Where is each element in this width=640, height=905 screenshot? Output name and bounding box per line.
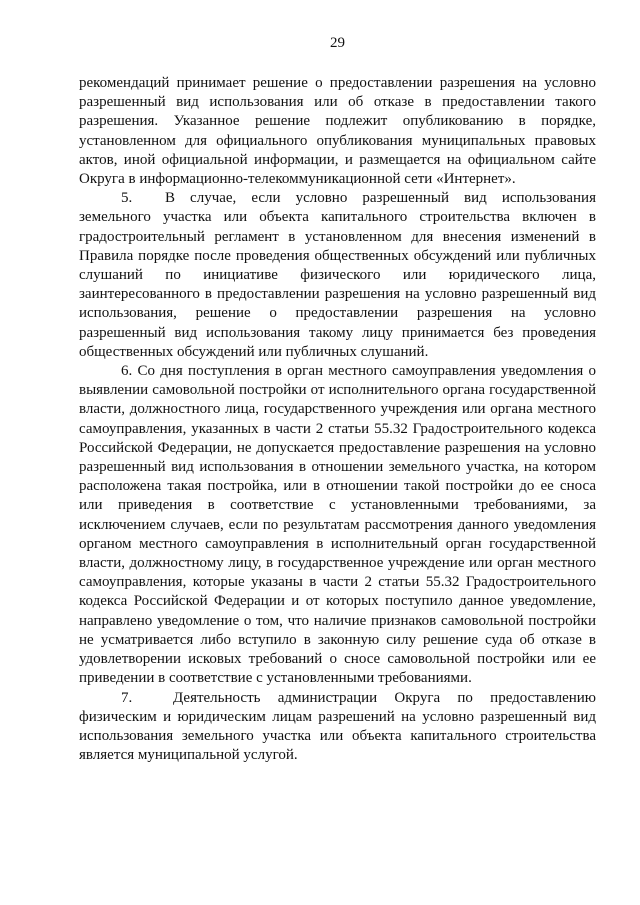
paragraph-number: 5. — [121, 190, 133, 207]
paragraph-number: 7. — [121, 689, 133, 706]
paragraph-text: Деятельность администрации Округа по предоставлению физическим и юридическим лицам разрешений на условно разрешенный вид использования земельного участка или объекта капитального строительства является муниципальной услугой. — [79, 689, 596, 764]
paragraph-7 — [79, 689, 596, 766]
paragraph-text: рекомендаций принимает решение о предоставлении разрешения на условно разрешенный вид использования или об отказе в предоставлении такого разрешения. Указанное решение подлежит опубликованию в порядке, установленном для официального опубликования муниципальных правовых актов, иной официальной информации, и размещается на официальном сайте Округа в информационно-телекоммуникационной сети «Интернет». — [79, 75, 596, 188]
document-page — [79, 34, 596, 765]
paragraph-text: 6. Со дня поступления в орган местного самоуправления уведомления о выявлении самовольной постройки от исполнительного органа государственной власти, должностного лица, государственного учреждения или органа местного самоуправления, указанных в части 2 статьи 55.32 Градостроительного кодекса Российской Федерации, не допускается предоставление разрешения на условно разрешенный вид использования в отношении земельного участка, на котором расположена такая постройка, или в отношении такой постройки до ее сноса или приведения в соответствие с установленными требованиями, за исключением случаев, если по результатам рассмотрения данного уведомления органом местного самоуправления в исполнительный орган государственной власти, должностному лицу, в государственное учреждение или орган местного самоуправления, которые указаны в части 2 статьи 55.32 Градостроительного кодекса Российской Федерации и от которых поступило данное уведомление, направлено уведомление о том, что наличие признаков самовольной постройки не усматривается либо вступило в законную силу решение суда об отказе в удовлетворении исковых требований о сносе самовольной постройки или ее приведении в соответствие с установленными требованиями. — [79, 363, 596, 687]
page-number: 29 — [330, 35, 345, 51]
paragraph-5 — [79, 189, 596, 362]
paragraph-text: В случае, если условно разрешенный вид использования земельного участка или объекта капитального строительства включен в градостроительный регламент в установленном для внесения изменений в Правила порядке после проведения общественных обсуждений или публичных слушаний по инициативе физического или юридического лица, заинтересованного в предоставлении разрешения на условно разрешенный вид использования, решение о предоставлении разрешения на условно разрешенный вид использования такому лицу принимается без проведения общественных обсуждений или публичных слушаний. — [79, 190, 596, 360]
paragraph-continuation — [79, 74, 596, 189]
paragraph-6 — [79, 362, 596, 688]
